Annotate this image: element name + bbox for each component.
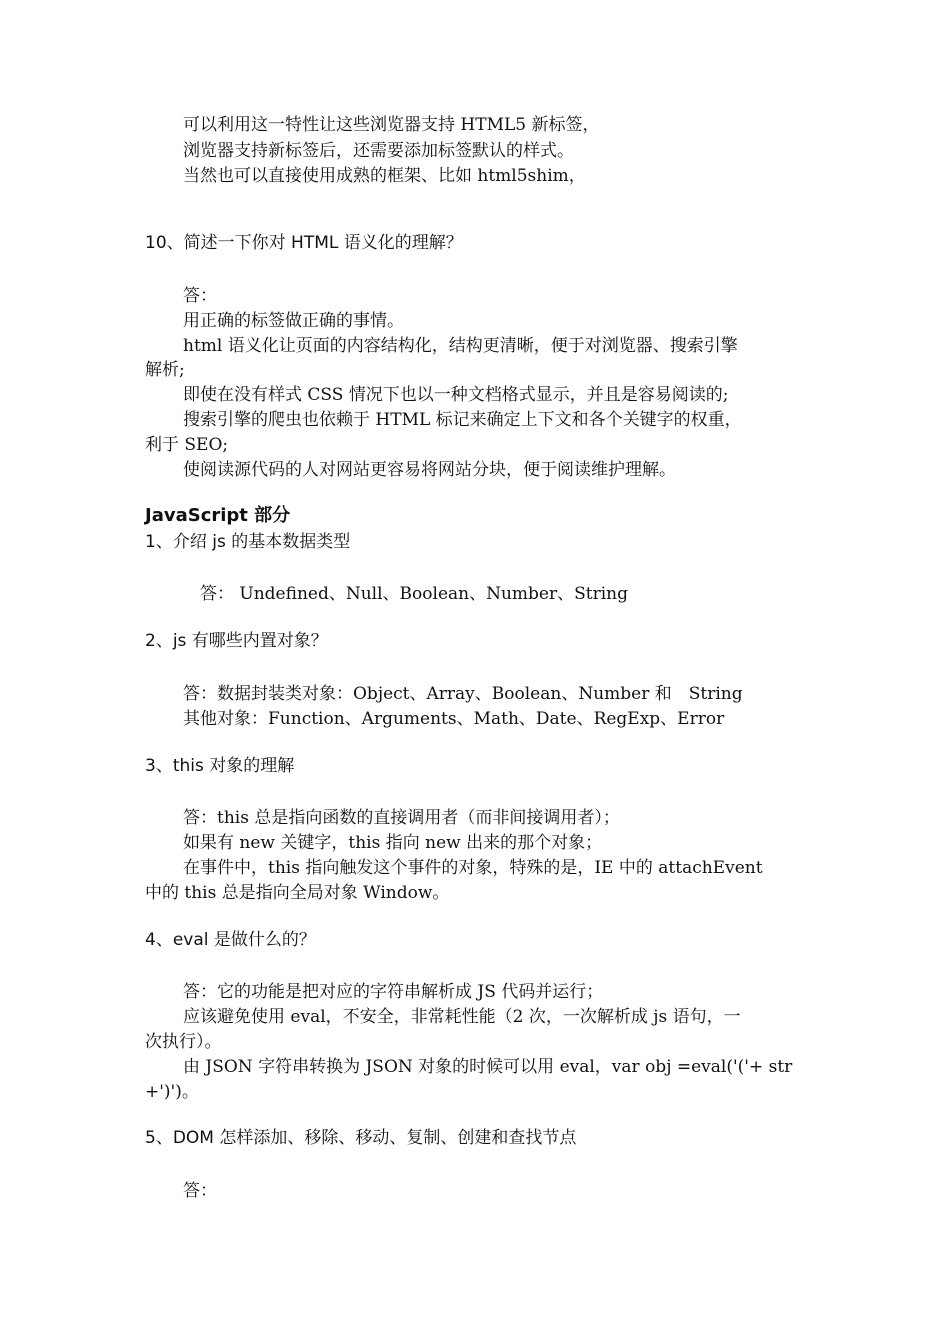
answer-line: 次执行）。: [145, 1032, 222, 1052]
answer-line: html 语义化让页面的内容结构化，结构更清晰，便于对浏览器、搜索引擎: [183, 336, 738, 356]
answer-line: 答：它的功能是把对应的字符串解析成 JS 代码并运行；: [183, 982, 604, 1002]
answer-line: 由 JSON 字符串转换为 JSON 对象的时候可以用 eval，var obj =eval('('+ str: [183, 1057, 793, 1077]
intro-line: 当然也可以直接使用成熟的框架、比如 html5shim，: [183, 166, 586, 186]
answer-line: 利于 SEO;: [145, 435, 229, 455]
answer-label: 答：: [183, 1181, 217, 1201]
answer-line: 答：this 总是指向函数的直接调用者（而非间接调用者）；: [183, 808, 620, 828]
answer-line: 如果有 new 关键字，this 指向 new 出来的那个对象；: [183, 833, 603, 853]
answer-line: 应该避免使用 eval，不安全，非常耗性能（2 次，一次解析成 js 语句，一: [183, 1007, 741, 1027]
section-title: JavaScript 部分: [145, 505, 291, 526]
answer-line: 其他对象：Function、Arguments、Math、Date、RegExp、Error: [183, 709, 725, 729]
question-2-title: 2、js 有哪些内置对象？: [145, 631, 328, 651]
answer-line: 答： Undefined、Null、Boolean、Number、String: [200, 584, 628, 604]
intro-line: 浏览器支持新标签后，还需要添加标签默认的样式。: [183, 141, 574, 161]
answer-line: 搜索引擎的爬虫也依赖于 HTML 标记来确定上下文和各个关键字的权重，: [183, 410, 742, 430]
answer-line: 答：数据封装类对象：Object、Array、Boolean、Number 和 String: [183, 684, 743, 704]
answer-line: 解析;: [145, 360, 185, 380]
answer-label: 答：: [183, 286, 217, 306]
answer-line: 即使在没有样式 CSS 情况下也以一种文档格式显示，并且是容易阅读的;: [183, 385, 729, 405]
question-5-title: 5、DOM 怎样添加、移除、移动、复制、创建和查找节点: [145, 1128, 577, 1148]
question-3-title: 3、this 对象的理解: [145, 756, 295, 776]
question-1-title: 1、介绍 js 的基本数据类型: [145, 532, 351, 552]
answer-line: 在事件中，this 指向触发这个事件的对象，特殊的是，IE 中的 attachEvent: [183, 858, 763, 878]
answer-line: 使阅读源代码的人对网站更容易将网站分块，便于阅读维护理解。: [183, 460, 676, 480]
intro-line: 可以利用这一特性让这些浏览器支持 HTML5 新标签，: [183, 115, 600, 135]
answer-line: 用正确的标签做正确的事情。: [183, 311, 404, 331]
question-4-title: 4、eval 是做什么的？: [145, 930, 316, 950]
answer-line: +')')。: [145, 1082, 199, 1102]
answer-line: 中的 this 总是指向全局对象 Window。: [145, 883, 450, 903]
question-10-title: 10、简述一下你对 HTML 语义化的理解？: [145, 233, 463, 253]
